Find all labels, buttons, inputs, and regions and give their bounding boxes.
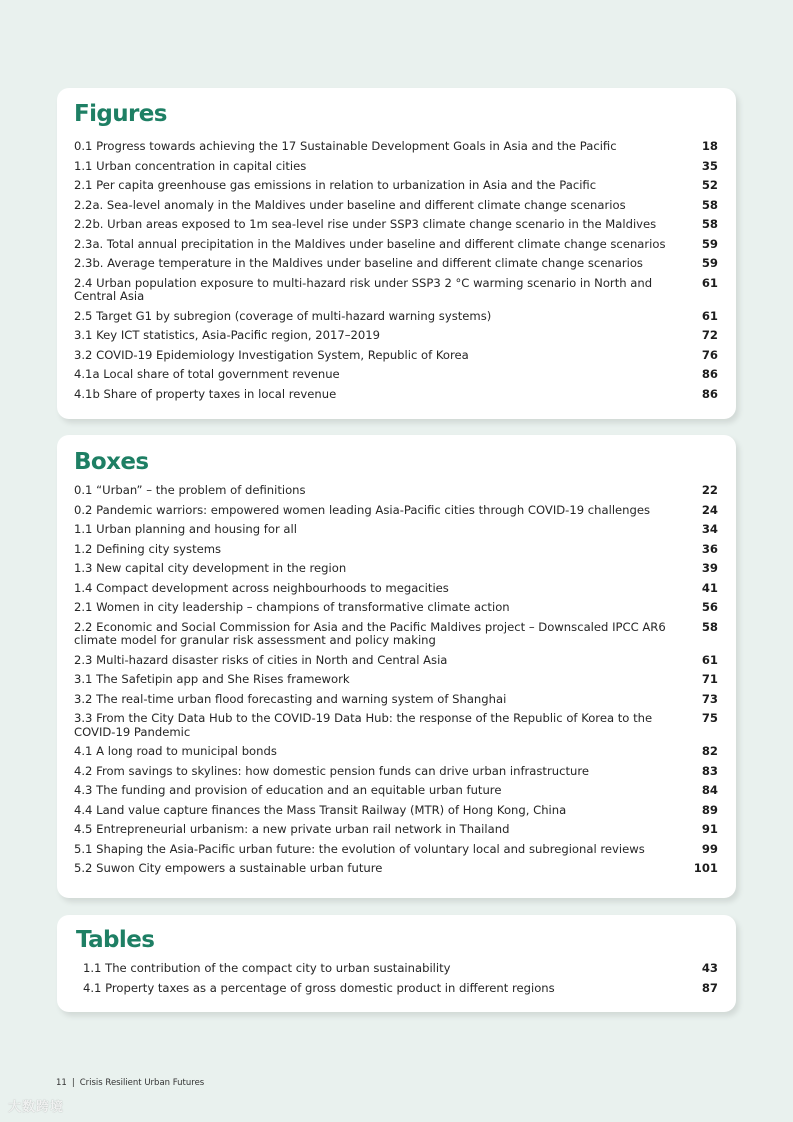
page-footer <box>56 1078 204 1088</box>
boxes-entry[interactable] <box>74 621 718 648</box>
boxes-entry[interactable] <box>74 712 718 739</box>
figures-entry[interactable] <box>74 388 718 402</box>
figures-entry[interactable] <box>74 160 718 174</box>
figures-list <box>74 140 718 407</box>
tables-heading: Tables <box>76 927 155 953</box>
entry-title: 1.1 The contribution of the compact city to urban sustainability <box>83 961 451 975</box>
entry-page-number: 86 <box>701 386 718 401</box>
figures-entry[interactable] <box>74 257 718 271</box>
boxes-heading: Boxes <box>74 449 149 475</box>
boxes-list <box>74 484 718 882</box>
entry-page-number: 58 <box>701 217 718 231</box>
tables-entry[interactable] <box>83 962 718 976</box>
entry-page-number: 59 <box>701 236 718 251</box>
boxes-entry[interactable] <box>74 862 718 876</box>
entry-page-number: 101 <box>693 861 718 875</box>
entry-page-number: 61 <box>701 652 718 667</box>
entry-page-number: 99 <box>701 841 718 856</box>
entry-page-number: 82 <box>701 744 718 758</box>
entry-page-number: 52 <box>701 178 718 192</box>
figures-entry[interactable] <box>74 349 718 363</box>
entry-page-number: 18 <box>701 139 718 153</box>
entry-title: 1.2 Defining city systems <box>74 541 222 556</box>
entry-title: 4.1b Share of property taxes in local revenue <box>74 386 337 401</box>
figures-entry[interactable] <box>74 140 718 154</box>
entry-title: 4.3 The funding and provision of education and an equitable urban future <box>74 783 502 797</box>
tables-card <box>57 915 736 1012</box>
boxes-entry[interactable] <box>74 562 718 576</box>
entry-page-number: 72 <box>701 328 718 342</box>
figures-heading: Figures <box>74 101 167 127</box>
boxes-entry[interactable] <box>74 582 718 596</box>
entry-title: 2.3b. Average temperature in the Maldives under baseline and different climate change scenarios <box>74 256 643 270</box>
boxes-entry[interactable] <box>74 765 718 779</box>
boxes-entry[interactable] <box>74 843 718 857</box>
figures-entry[interactable] <box>74 199 718 213</box>
entry-page-number: 59 <box>701 256 718 270</box>
entry-page-number: 71 <box>701 672 718 686</box>
entry-page-number: 58 <box>701 619 718 634</box>
boxes-entry[interactable] <box>74 784 718 798</box>
entry-page-number: 89 <box>701 802 718 817</box>
boxes-entry[interactable] <box>74 601 718 615</box>
watermark <box>8 1096 64 1115</box>
boxes-entry[interactable] <box>74 484 718 498</box>
entry-title: 4.2 From savings to skylines: how domestic pension funds can drive urban infrastructure <box>74 763 590 778</box>
entry-title: 3.1 The Safetipin app and She Rises framework <box>74 672 350 686</box>
figures-entry[interactable] <box>74 310 718 324</box>
entry-title: 2.1 Women in city leadership – champions of transformative climate action <box>74 600 510 614</box>
entry-page-number: 87 <box>701 980 718 995</box>
figures-entry[interactable] <box>74 329 718 343</box>
entry-title: 2.3a. Total annual precipitation in the Maldives under baseline and different climate change scenarios <box>74 236 666 251</box>
figures-entry[interactable] <box>74 218 718 232</box>
entry-page-number: 56 <box>701 600 718 614</box>
boxes-entry[interactable] <box>74 693 718 707</box>
entry-title: 0.1 “Urban” – the problem of definitions <box>74 483 306 497</box>
entry-page-number: 36 <box>701 541 718 556</box>
entry-page-number: 24 <box>701 502 718 517</box>
figures-entry[interactable] <box>74 238 718 252</box>
entry-title: 2.1 Per capita greenhouse gas emissions in relation to urbanization in Asia and the Pacific <box>74 178 597 192</box>
entry-title: 3.2 COVID-19 Epidemiology Investigation System, Republic of Korea <box>74 347 469 362</box>
entry-title: 2.3 Multi-hazard disaster risks of cities in North and Central Asia <box>74 652 448 667</box>
entry-title: 3.2 The real-time urban flood forecasting and warning system of Shanghai <box>74 691 507 706</box>
figures-entry[interactable] <box>74 368 718 382</box>
entry-page-number: 75 <box>701 711 718 725</box>
entry-title: 2.2b. Urban areas exposed to 1m sea-level rise under SSP3 climate change scenario in the Maldives <box>74 217 657 231</box>
boxes-entry[interactable] <box>74 745 718 759</box>
boxes-entry[interactable] <box>74 543 718 557</box>
figures-entry[interactable] <box>74 277 718 304</box>
entry-title: 2.2a. Sea-level anomaly in the Maldives under baseline and different climate change scenarios <box>74 197 626 212</box>
entry-title: 2.2 Economic and Social Commission for Asia and the Pacific Maldives project – Downscaled IPCC AR6 climate model for granular risk assessment and policy making <box>74 619 666 647</box>
entry-title: 4.1 A long road to municipal bonds <box>74 744 277 758</box>
figures-entry[interactable] <box>74 179 718 193</box>
entry-title: 2.5 Target G1 by subregion (coverage of multi-hazard warning systems) <box>74 308 492 323</box>
entry-title: 5.1 Shaping the Asia-Pacific urban future: the evolution of voluntary local and subregional reviews <box>74 841 645 856</box>
entry-title: 4.1a Local share of total government revenue <box>74 367 340 381</box>
entry-title: 0.2 Pandemic warriors: empowered women leading Asia-Pacific cities through COVID-19 challenges <box>74 502 651 517</box>
entry-page-number: 86 <box>701 367 718 381</box>
boxes-entry[interactable] <box>74 654 718 668</box>
entry-page-number: 43 <box>701 961 718 975</box>
tables-entry[interactable] <box>83 982 718 996</box>
entry-page-number: 76 <box>701 347 718 362</box>
entry-page-number: 84 <box>701 783 718 797</box>
entry-title: 4.5 Entrepreneurial urbanism: a new private urban rail network in Thailand <box>74 822 510 836</box>
entry-page-number: 61 <box>701 275 718 290</box>
entry-title: 3.3 From the City Data Hub to the COVID-19 Data Hub: the response of the Republic of Korea to the COVID-19 Pandemic <box>74 711 653 739</box>
entry-page-number: 22 <box>701 483 718 497</box>
boxes-entry[interactable] <box>74 504 718 518</box>
entry-page-number: 91 <box>701 822 718 836</box>
boxes-entry[interactable] <box>74 523 718 537</box>
entry-title: 4.1 Property taxes as a percentage of gross domestic product in different regions <box>83 980 555 995</box>
publication-title: Crisis Resilient Urban Futures <box>79 1078 205 1088</box>
page-number: 11 <box>56 1078 67 1088</box>
entry-page-number: 41 <box>701 580 718 595</box>
entry-title: 3.1 Key ICT statistics, Asia-Pacific region, 2017–2019 <box>74 328 381 342</box>
entry-page-number: 39 <box>701 561 718 575</box>
entry-title: 5.2 Suwon City empowers a sustainable urban future <box>74 861 383 875</box>
watermark-text: 大数跨境 <box>8 1100 65 1115</box>
entry-page-number: 83 <box>701 763 718 778</box>
entry-title: 0.1 Progress towards achieving the 17 Sustainable Development Goals in Asia and the Pacific <box>74 139 617 153</box>
tables-list <box>83 962 718 1001</box>
entry-page-number: 34 <box>701 522 718 536</box>
entry-title: 1.4 Compact development across neighbourhoods to megacities <box>74 580 449 595</box>
entry-title: 4.4 Land value capture finances the Mass Transit Railway (MTR) of Hong Kong, China <box>74 802 567 817</box>
boxes-entry[interactable] <box>74 804 718 818</box>
entry-title: 1.1 Urban concentration in capital cities <box>74 158 307 173</box>
entry-page-number: 61 <box>701 308 718 323</box>
entry-page-number: 35 <box>701 158 718 173</box>
entry-title: 1.1 Urban planning and housing for all <box>74 522 297 536</box>
entry-page-number: 73 <box>701 691 718 706</box>
boxes-entry[interactable] <box>74 673 718 687</box>
figures-card <box>57 88 736 419</box>
entry-title: 2.4 Urban population exposure to multi-hazard risk under SSP3 2 °C warming scenario in North and Central Asia <box>74 275 653 303</box>
boxes-entry[interactable] <box>74 823 718 837</box>
boxes-card <box>57 435 736 898</box>
footer-separator: | <box>71 1078 75 1088</box>
entry-page-number: 58 <box>701 197 718 212</box>
entry-title: 1.3 New capital city development in the region <box>74 561 347 575</box>
